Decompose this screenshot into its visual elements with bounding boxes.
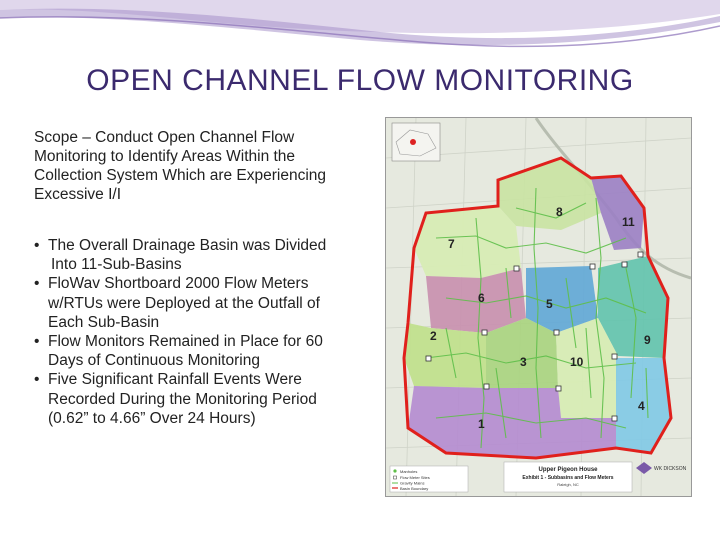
bullet-line: Each Sub-Basin xyxy=(48,313,160,331)
map-caption-place: Raleigh, NC xyxy=(557,482,579,487)
map-caption-title: Upper Pigeon House xyxy=(538,467,598,473)
bullet-line: Recorded During the Monitoring Period xyxy=(48,390,317,408)
basin-label: 10 xyxy=(570,355,584,369)
legend-item: Manholes xyxy=(400,469,418,474)
basin-label: 2 xyxy=(430,329,437,343)
map-caption-line: Exhibit 1 - Subbasins and Flow Meters xyxy=(522,475,614,481)
bullet-item xyxy=(34,236,374,274)
bullet-item xyxy=(34,274,374,332)
map-firm-name: WK DICKSON xyxy=(654,466,687,472)
basin-label: 1 xyxy=(478,417,485,431)
scope-line: Excessive I/I xyxy=(34,186,121,203)
legend-item: Gravity Mains xyxy=(400,480,425,486)
meter-icon xyxy=(394,476,397,479)
scope-paragraph xyxy=(34,128,369,204)
basin-label: 4 xyxy=(638,399,645,413)
scope-line: Collection System Which are Experiencing xyxy=(34,167,327,184)
basin-label: 11 xyxy=(622,215,635,229)
bullet-line: • The Overall Drainage Basin was Divided xyxy=(48,237,327,254)
bullet-line: (0.62” to 4.66” Over 24 Hours) xyxy=(48,409,256,427)
basin-label: 5 xyxy=(546,297,553,311)
map-svg xyxy=(386,118,691,496)
manhole-icon xyxy=(393,469,396,472)
basin-label: 6 xyxy=(478,291,485,305)
bullet-line: • Flow Monitors Remained in Place for 60 xyxy=(48,333,323,351)
basin-label: 8 xyxy=(556,205,563,219)
legend-item: Flow Meter Sites xyxy=(400,475,430,480)
basin-label: 9 xyxy=(644,333,651,347)
basin-7 xyxy=(414,206,521,278)
subbasin-map xyxy=(385,117,692,497)
bullet-line: • Five Significant Rainfall Events Were xyxy=(48,371,302,389)
scope-line: Scope – Conduct Open Channel Flow xyxy=(34,129,295,146)
header-swoosh xyxy=(0,0,720,60)
locator-marker xyxy=(410,139,416,145)
bullet-list xyxy=(34,236,374,428)
bullet-item xyxy=(34,332,374,370)
bullet-item xyxy=(34,370,374,428)
bullet-line: • FloWav Shortboard 2000 Flow Meters xyxy=(48,275,309,293)
slide-title: OPEN CHANNEL FLOW MONITORING xyxy=(86,64,634,97)
basin-label: 3 xyxy=(520,355,527,369)
bullet-line: w/RTUs were Deployed at the Outfall of xyxy=(48,294,320,312)
map-legend xyxy=(390,466,468,492)
legend-item: Basin Boundary xyxy=(400,486,429,491)
scope-line: Monitoring to Identify Areas Within the xyxy=(34,148,296,165)
basin-label: 7 xyxy=(448,237,455,251)
bullet-line: Days of Continuous Monitoring xyxy=(48,352,260,370)
bullet-line: Into 11-Sub-Basins xyxy=(51,256,182,274)
